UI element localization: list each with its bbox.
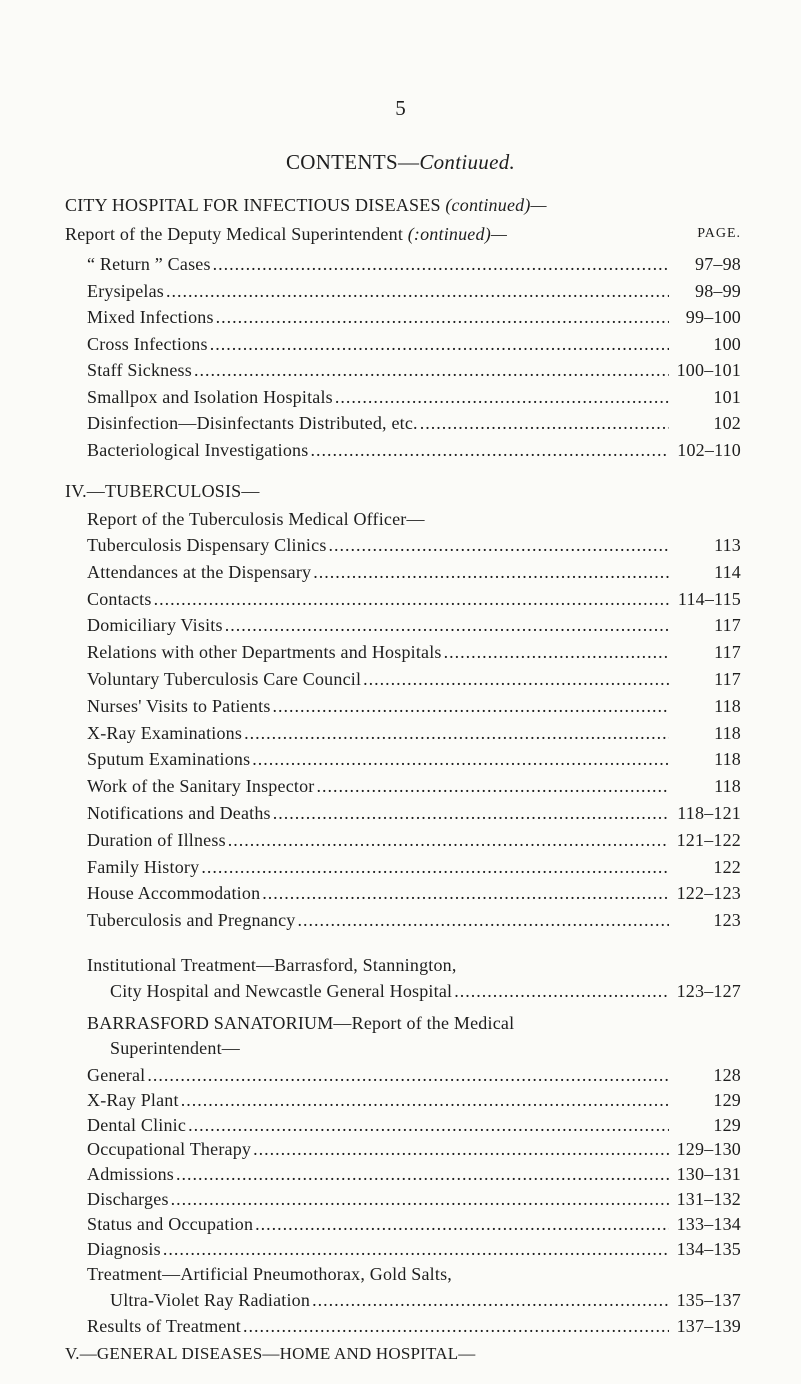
toc-entry-page: 131–132 — [676, 1189, 741, 1209]
toc-entry-label: General — [87, 1065, 146, 1085]
leader-dots — [147, 1064, 669, 1086]
toc-entry — [87, 253, 741, 275]
toc-entry-page: 101 — [713, 386, 741, 407]
toc-entry-label: Diagnosis — [87, 1238, 161, 1259]
leader-dots — [363, 668, 669, 690]
toc-entry-page: 130–131 — [676, 1164, 741, 1185]
toc-entry — [87, 1163, 741, 1185]
toc-entry — [87, 882, 741, 904]
toc-entry — [87, 1138, 741, 1160]
leader-dots — [253, 1138, 669, 1160]
toc-entry — [87, 588, 741, 610]
toc-entry-label: Bacteriological Investigations — [87, 439, 309, 460]
toc-entry-label: Relations with other Departments and Hospitals — [87, 642, 442, 663]
toc-entry-label: Ultra-Violet Ray Radiation — [110, 1290, 311, 1310]
tb-institutional-line1: Institutional Treatment—Barrasford, Stannington, — [87, 955, 457, 975]
toc-entry-page: 133–134 — [676, 1213, 741, 1234]
toc-entry-label: Domiciliary Visits — [87, 615, 223, 636]
leader-dots — [216, 306, 669, 328]
leader-dots — [213, 253, 669, 275]
toc-entry — [87, 722, 741, 744]
leader-dots — [420, 412, 669, 434]
toc-entry — [87, 1114, 741, 1136]
toc-entry-page: 100 — [713, 333, 741, 354]
toc-entry — [87, 412, 741, 434]
title-main: CONTENTS— — [285, 150, 420, 174]
toc-entry-label: Attendances at the Dispensary — [87, 561, 312, 582]
toc-entry-label: Dental Clinic — [87, 1114, 187, 1135]
barrasford-treatment-line1: Treatment—Artificial Pneumothorax, Gold Salts, — [87, 1264, 452, 1284]
toc-entry-label: Results of Treatment — [87, 1316, 242, 1336]
toc-entry-page: 113 — [714, 535, 741, 555]
toc-entry — [87, 1238, 741, 1260]
toc-entry-page: 102–110 — [677, 439, 741, 460]
leader-dots — [188, 1114, 669, 1136]
toc-entry — [87, 668, 741, 690]
toc-entry-label: Family History — [87, 856, 200, 877]
toc-entry-page: 121–122 — [676, 829, 741, 850]
leader-dots — [201, 856, 669, 878]
toc-entry — [110, 1289, 741, 1311]
toc-entry-page: 117 — [714, 669, 741, 689]
toc-entry-page: 135–137 — [676, 1290, 741, 1310]
city-hospital-heading-cont: (continued)— — [445, 195, 547, 215]
leader-dots — [310, 439, 669, 461]
toc-entry — [87, 775, 741, 797]
city-hospital-subheading-cont: (:ontinued)— — [407, 224, 508, 244]
toc-entry-label: Occupational Therapy — [87, 1139, 252, 1160]
toc-entry-label: Sputum Examinations — [87, 749, 251, 770]
toc-entry-page: 122 — [713, 856, 741, 877]
toc-entry-label: Duration of Illness — [87, 829, 226, 850]
toc-entry-label: Contacts — [87, 588, 152, 609]
leader-dots — [194, 359, 669, 381]
leader-dots — [252, 748, 669, 770]
toc-entry-label: Status and Occupation — [87, 1213, 254, 1234]
toc-entry-label: House Accommodation — [87, 883, 261, 904]
barrasford-heading-line1: BARRASFORD SANATORIUM—Report of the Medical — [87, 1013, 515, 1033]
leader-dots — [228, 829, 669, 851]
leader-dots — [454, 980, 669, 1002]
toc-entry — [87, 534, 741, 556]
general-heading: V.—GENERAL DISEASES—HOME AND HOSPITAL— — [65, 1344, 476, 1363]
city-hospital-subheading-text: Report of the Deputy Medical Superintendent — [65, 224, 404, 244]
leader-dots — [210, 333, 669, 355]
toc-entry-page: 118 — [714, 749, 741, 770]
toc-entry — [87, 386, 741, 408]
toc-entry-page: 129 — [713, 1089, 741, 1110]
toc-entry-page: 102 — [713, 413, 741, 433]
leader-dots — [181, 1089, 669, 1111]
leader-dots — [225, 614, 669, 636]
toc-entry-label: Staff Sickness — [87, 360, 192, 380]
toc-entry-page: 97–98 — [695, 254, 741, 274]
toc-entry-label: X-Ray Plant — [87, 1089, 179, 1110]
toc-entry — [87, 802, 741, 824]
toc-entry — [87, 856, 741, 878]
leader-dots — [312, 1289, 669, 1311]
toc-entry — [87, 1188, 741, 1210]
toc-entry — [87, 359, 741, 381]
toc-entry — [87, 695, 741, 717]
toc-entry-label: “ Return ” Cases — [87, 254, 211, 274]
toc-entry-page: 99–100 — [685, 307, 741, 327]
page-column-label: PAGE. — [697, 226, 741, 241]
leader-dots — [171, 1188, 669, 1210]
toc-entry-page: 118–121 — [677, 803, 741, 823]
leader-dots — [273, 802, 669, 824]
leader-dots — [255, 1213, 669, 1235]
toc-entry-label: Admissions — [87, 1164, 175, 1185]
toc-entry-label: X-Ray Examinations — [87, 722, 243, 743]
toc-entry-page: 123 — [713, 910, 741, 931]
leader-dots — [273, 695, 669, 717]
toc-entry — [87, 439, 741, 461]
leader-dots — [163, 1238, 669, 1260]
toc-entry-label: Tuberculosis Dispensary Clinics — [87, 535, 327, 555]
leader-dots — [313, 561, 669, 583]
tb-subheading: Report of the Tuberculosis Medical Officer— — [87, 509, 425, 529]
toc-entry — [87, 909, 741, 931]
toc-entry-label: Voluntary Tuberculosis Care Council — [87, 669, 362, 689]
tb-heading: IV.—TUBERCULOSIS— — [65, 481, 260, 501]
toc-entry — [87, 614, 741, 636]
leader-dots — [244, 722, 669, 744]
toc-entry-label: Disinfection—Disinfectants Distributed, etc. — [87, 413, 418, 433]
leader-dots — [154, 588, 669, 610]
leader-dots — [444, 641, 669, 663]
toc-entry — [87, 1315, 741, 1337]
toc-entry-page: 114 — [714, 561, 741, 582]
toc-entry-page: 122–123 — [676, 883, 741, 904]
leader-dots — [166, 280, 669, 302]
toc-entry — [87, 1064, 741, 1086]
toc-entry-label: Discharges — [87, 1189, 169, 1209]
leader-dots — [335, 386, 669, 408]
city-hospital-heading-text: CITY HOSPITAL FOR INFECTIOUS DISEASES — [65, 195, 441, 215]
leader-dots — [262, 882, 669, 904]
toc-entry-page: 118 — [714, 722, 741, 743]
toc-entry — [87, 829, 741, 851]
leader-dots — [176, 1163, 669, 1185]
toc-entry-label: Mixed Infections — [87, 307, 214, 327]
toc-entry-label: Work of the Sanitary Inspector — [87, 776, 315, 797]
toc-entry-page: 118 — [714, 695, 741, 716]
toc-entry-page: 100–101 — [676, 360, 741, 380]
leader-dots — [329, 534, 669, 556]
toc-entry — [87, 280, 741, 302]
toc-entry — [87, 561, 741, 583]
city-hospital-subheading — [65, 223, 741, 245]
page-title — [0, 150, 801, 175]
toc-entry-page: 128 — [713, 1065, 741, 1085]
toc-entry-page: 134–135 — [676, 1238, 741, 1259]
leader-dots — [298, 909, 669, 931]
toc-entry — [87, 641, 741, 663]
toc-entry-page: 123–127 — [676, 981, 741, 1001]
toc-entry — [110, 980, 741, 1002]
toc-entry — [87, 333, 741, 355]
toc-entry-page: 114–115 — [677, 588, 741, 609]
toc-entry-label: Tuberculosis and Pregnancy — [87, 910, 296, 931]
toc-entry-label: Notifications and Deaths — [87, 803, 271, 823]
page-number: 5 — [395, 96, 406, 120]
toc-entry-page: 117 — [714, 642, 741, 663]
leader-dots — [243, 1315, 669, 1337]
toc-entry-label: Smallpox and Isolation Hospitals — [87, 386, 333, 407]
toc-entry-page: 137–139 — [676, 1316, 741, 1336]
toc-entry-page: 118 — [714, 776, 741, 797]
toc-entry-page: 98–99 — [695, 280, 741, 301]
toc-entry — [87, 306, 741, 328]
toc-entry-page: 129 — [713, 1114, 741, 1135]
toc-entry-label: Nurses' Visits to Patients — [87, 695, 271, 716]
toc-entry-label: Erysipelas — [87, 280, 164, 301]
city-hospital-heading — [65, 194, 547, 216]
toc-entry — [87, 1089, 741, 1111]
barrasford-heading-line2: Superintendent— — [110, 1038, 240, 1058]
toc-entry-label: City Hospital and Newcastle General Hospital — [110, 981, 453, 1001]
toc-entry-page: 117 — [714, 615, 741, 636]
toc-entry — [87, 748, 741, 770]
toc-entry-label: Cross Infections — [87, 333, 208, 354]
toc-entry-page: 129–130 — [676, 1139, 741, 1160]
toc-entry — [87, 1213, 741, 1235]
leader-dots — [316, 775, 669, 797]
title-continued: Contiuued. — [419, 150, 516, 174]
